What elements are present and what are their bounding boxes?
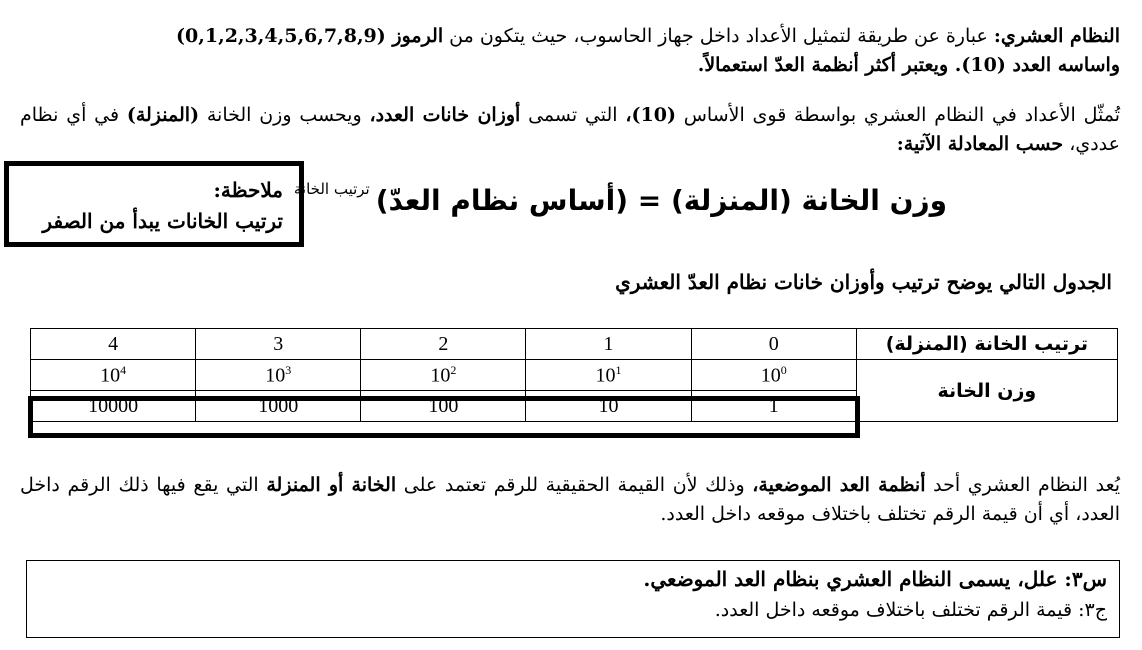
position-header: ترتيب الخانة (المنزلة) xyxy=(856,329,1117,360)
value-cell: 1 xyxy=(691,391,856,422)
power-exponent: 4 xyxy=(120,362,127,377)
power-base: 10 xyxy=(760,364,781,387)
note-box xyxy=(4,161,304,247)
weights-text-4: في أي نظام عددي، xyxy=(20,104,1120,155)
base-text: واساسه العدد xyxy=(1005,54,1120,76)
decimal-system-term: النظام العشري: xyxy=(993,25,1120,47)
position-cell: 0 xyxy=(691,329,856,360)
power-base: 10 xyxy=(100,364,121,387)
power-base: 10 xyxy=(595,364,616,387)
values-row-frame xyxy=(28,396,860,438)
power-cell xyxy=(691,360,856,391)
weights-text-3: ويحسب وزن الخانة xyxy=(199,104,370,126)
weights-term-2: (المنزلة) xyxy=(126,104,200,126)
position-cell: 1 xyxy=(526,329,691,360)
power-exponent: 1 xyxy=(615,362,622,377)
power-exponent: 0 xyxy=(780,362,787,377)
table-row xyxy=(31,329,1118,360)
value-cell: 10 xyxy=(526,391,691,422)
power-cell xyxy=(526,360,691,391)
positional-text-1: يُعد النظام العشري أحد xyxy=(925,474,1121,496)
value-cell: 10000 xyxy=(31,391,196,422)
weights-text-1: تُمثّل الأعداد في النظام العشري بواسطة قوى الأساس xyxy=(675,104,1120,126)
formula-exponent: ترتيب الخانة xyxy=(293,180,370,198)
weights-term-1: أوزان خانات العدد، xyxy=(369,104,521,126)
position-cell: 3 xyxy=(196,329,361,360)
weights-text-2: التي تسمى xyxy=(520,104,626,126)
intro-paragraph xyxy=(20,22,1120,80)
power-exponent: 2 xyxy=(450,362,457,377)
formula-main: وزن الخانة (المنزلة) = (أساس نظام العدّ) xyxy=(375,184,947,217)
weight-formula xyxy=(288,180,947,217)
power-cell xyxy=(196,360,361,391)
position-cell: 4 xyxy=(31,329,196,360)
question-box xyxy=(26,560,1120,638)
weights-paragraph xyxy=(20,101,1120,159)
period: . xyxy=(948,54,962,76)
power-base: 10 xyxy=(265,364,286,387)
table-title: الجدول التالي يوضح ترتيب وأوزان خانات نظام العدّ العشري xyxy=(615,270,1112,294)
positional-term-2: الخانة أو المنزلة xyxy=(266,474,397,496)
symbols-label: الرموز (0,1,2,3,4,5,6,7,8,9) xyxy=(176,25,444,47)
note-text: ترتيب الخانات يبدأ من الصفر xyxy=(42,209,283,233)
positional-term-1: أنظمة العد الموضعية، xyxy=(752,474,926,496)
value-cell: 100 xyxy=(361,391,526,422)
value-cell: 1000 xyxy=(196,391,361,422)
question-text: س٣: علل، يسمى النظام العشري بنظام العد الموضعي. xyxy=(643,567,1107,591)
power-cell xyxy=(361,360,526,391)
weights-base: (10)، xyxy=(625,104,676,126)
most-used-text: ويعتبر أكثر أنظمة العدّ استعمالاً. xyxy=(697,54,949,76)
positional-text-3: التي يقع فيها ذلك الرقم داخل العدد، أي أن قيمة الرقم تختلف باختلاف موقعه داخل العدد. xyxy=(20,474,1120,525)
positional-paragraph xyxy=(20,471,1120,529)
note-title: ملاحظة: xyxy=(213,178,283,202)
weight-header: وزن الخانة xyxy=(856,360,1117,422)
answer-text: ج٣: قيمة الرقم تختلف باختلاف موقعه داخل العدد. xyxy=(714,599,1107,621)
position-cell: 2 xyxy=(361,329,526,360)
intro-text: عبارة عن طريقة لتمثيل الأعداد داخل جهاز الحاسوب، حيث يتكون من xyxy=(443,25,994,47)
weights-term-3: حسب المعادلة الآتية: xyxy=(896,133,1064,155)
table-row xyxy=(31,360,1118,391)
power-exponent: 3 xyxy=(285,362,292,377)
power-cell xyxy=(31,360,196,391)
base-value: (10) xyxy=(961,54,1006,76)
power-base: 10 xyxy=(430,364,451,387)
positional-text-2: وذلك لأن القيمة الحقيقية للرقم تعتمد على xyxy=(396,474,753,496)
